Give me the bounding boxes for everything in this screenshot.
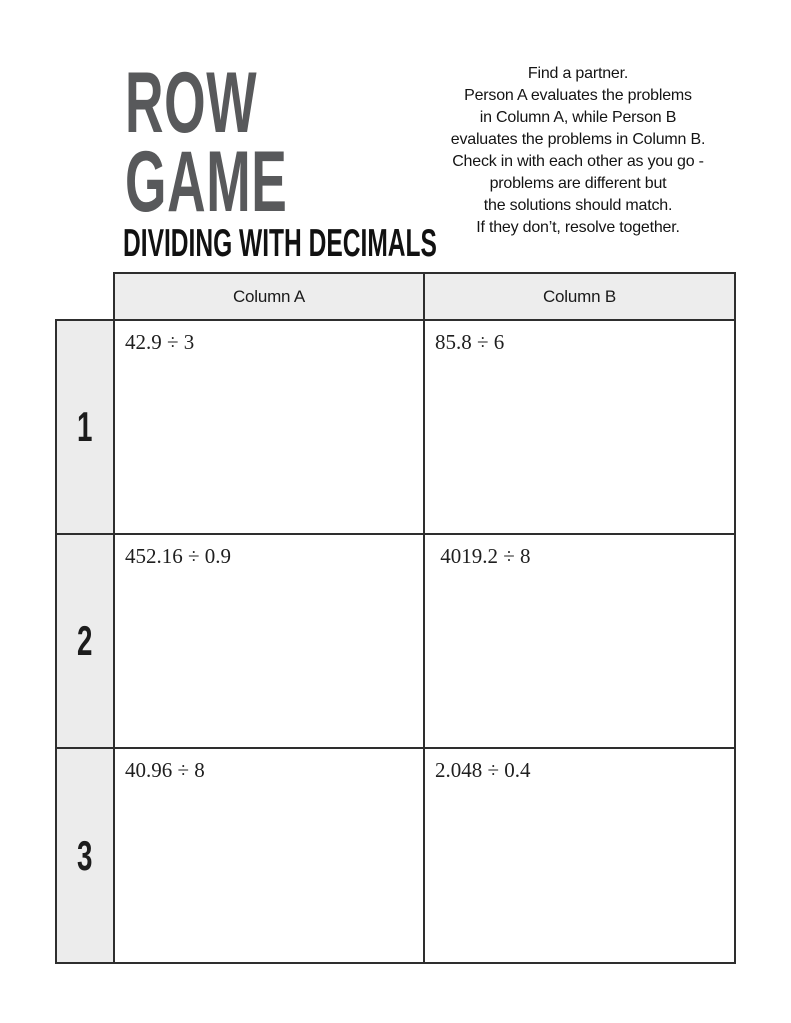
logo-line-row: ROW (125, 55, 258, 151)
problem-cell-a1: 42.9 ÷ 3 (114, 320, 424, 534)
problems-table (55, 272, 736, 964)
logo-line-game: GAME (125, 134, 288, 230)
instruction-line: in Column A, while Person B (479, 109, 677, 126)
table-row (56, 320, 735, 534)
problem-cell-a2: 452.16 ÷ 0.9 (114, 534, 424, 748)
row-number-cell (56, 748, 114, 963)
column-b-header: Column B (424, 273, 735, 320)
row-number-cell (56, 320, 114, 534)
problem-cell-b3: 2.048 ÷ 0.4 (424, 748, 735, 963)
row-number: 3 (77, 831, 93, 879)
instruction-line: Check in with each other as you go - (452, 153, 704, 170)
problem-cell-b1: 85.8 ÷ 6 (424, 320, 735, 534)
instructions-block (420, 63, 736, 239)
page-title: DIVIDING WITH DECIMALS (123, 222, 437, 265)
instruction-line: Find a partner. (527, 65, 629, 82)
instruction-line: If they don’t, resolve together. (476, 219, 680, 236)
table-header-row (56, 273, 735, 320)
row-number: 2 (77, 617, 93, 664)
row-game-logo (125, 55, 387, 230)
instruction-line: problems are different but (489, 175, 667, 192)
instruction-line: Person A evaluates the problems (464, 87, 692, 104)
table-row (56, 534, 735, 748)
problem-cell-a3: 40.96 ÷ 8 (114, 748, 424, 963)
row-number-cell (56, 534, 114, 748)
table-row (56, 748, 735, 963)
corner-cell (56, 273, 114, 320)
instruction-line: the solutions should match. (483, 197, 673, 214)
column-a-header: Column A (114, 273, 424, 320)
problem-cell-b2: 4019.2 ÷ 8 (424, 534, 735, 748)
instruction-line: evaluates the problems in Column B. (450, 131, 706, 148)
row-number: 1 (77, 403, 93, 450)
